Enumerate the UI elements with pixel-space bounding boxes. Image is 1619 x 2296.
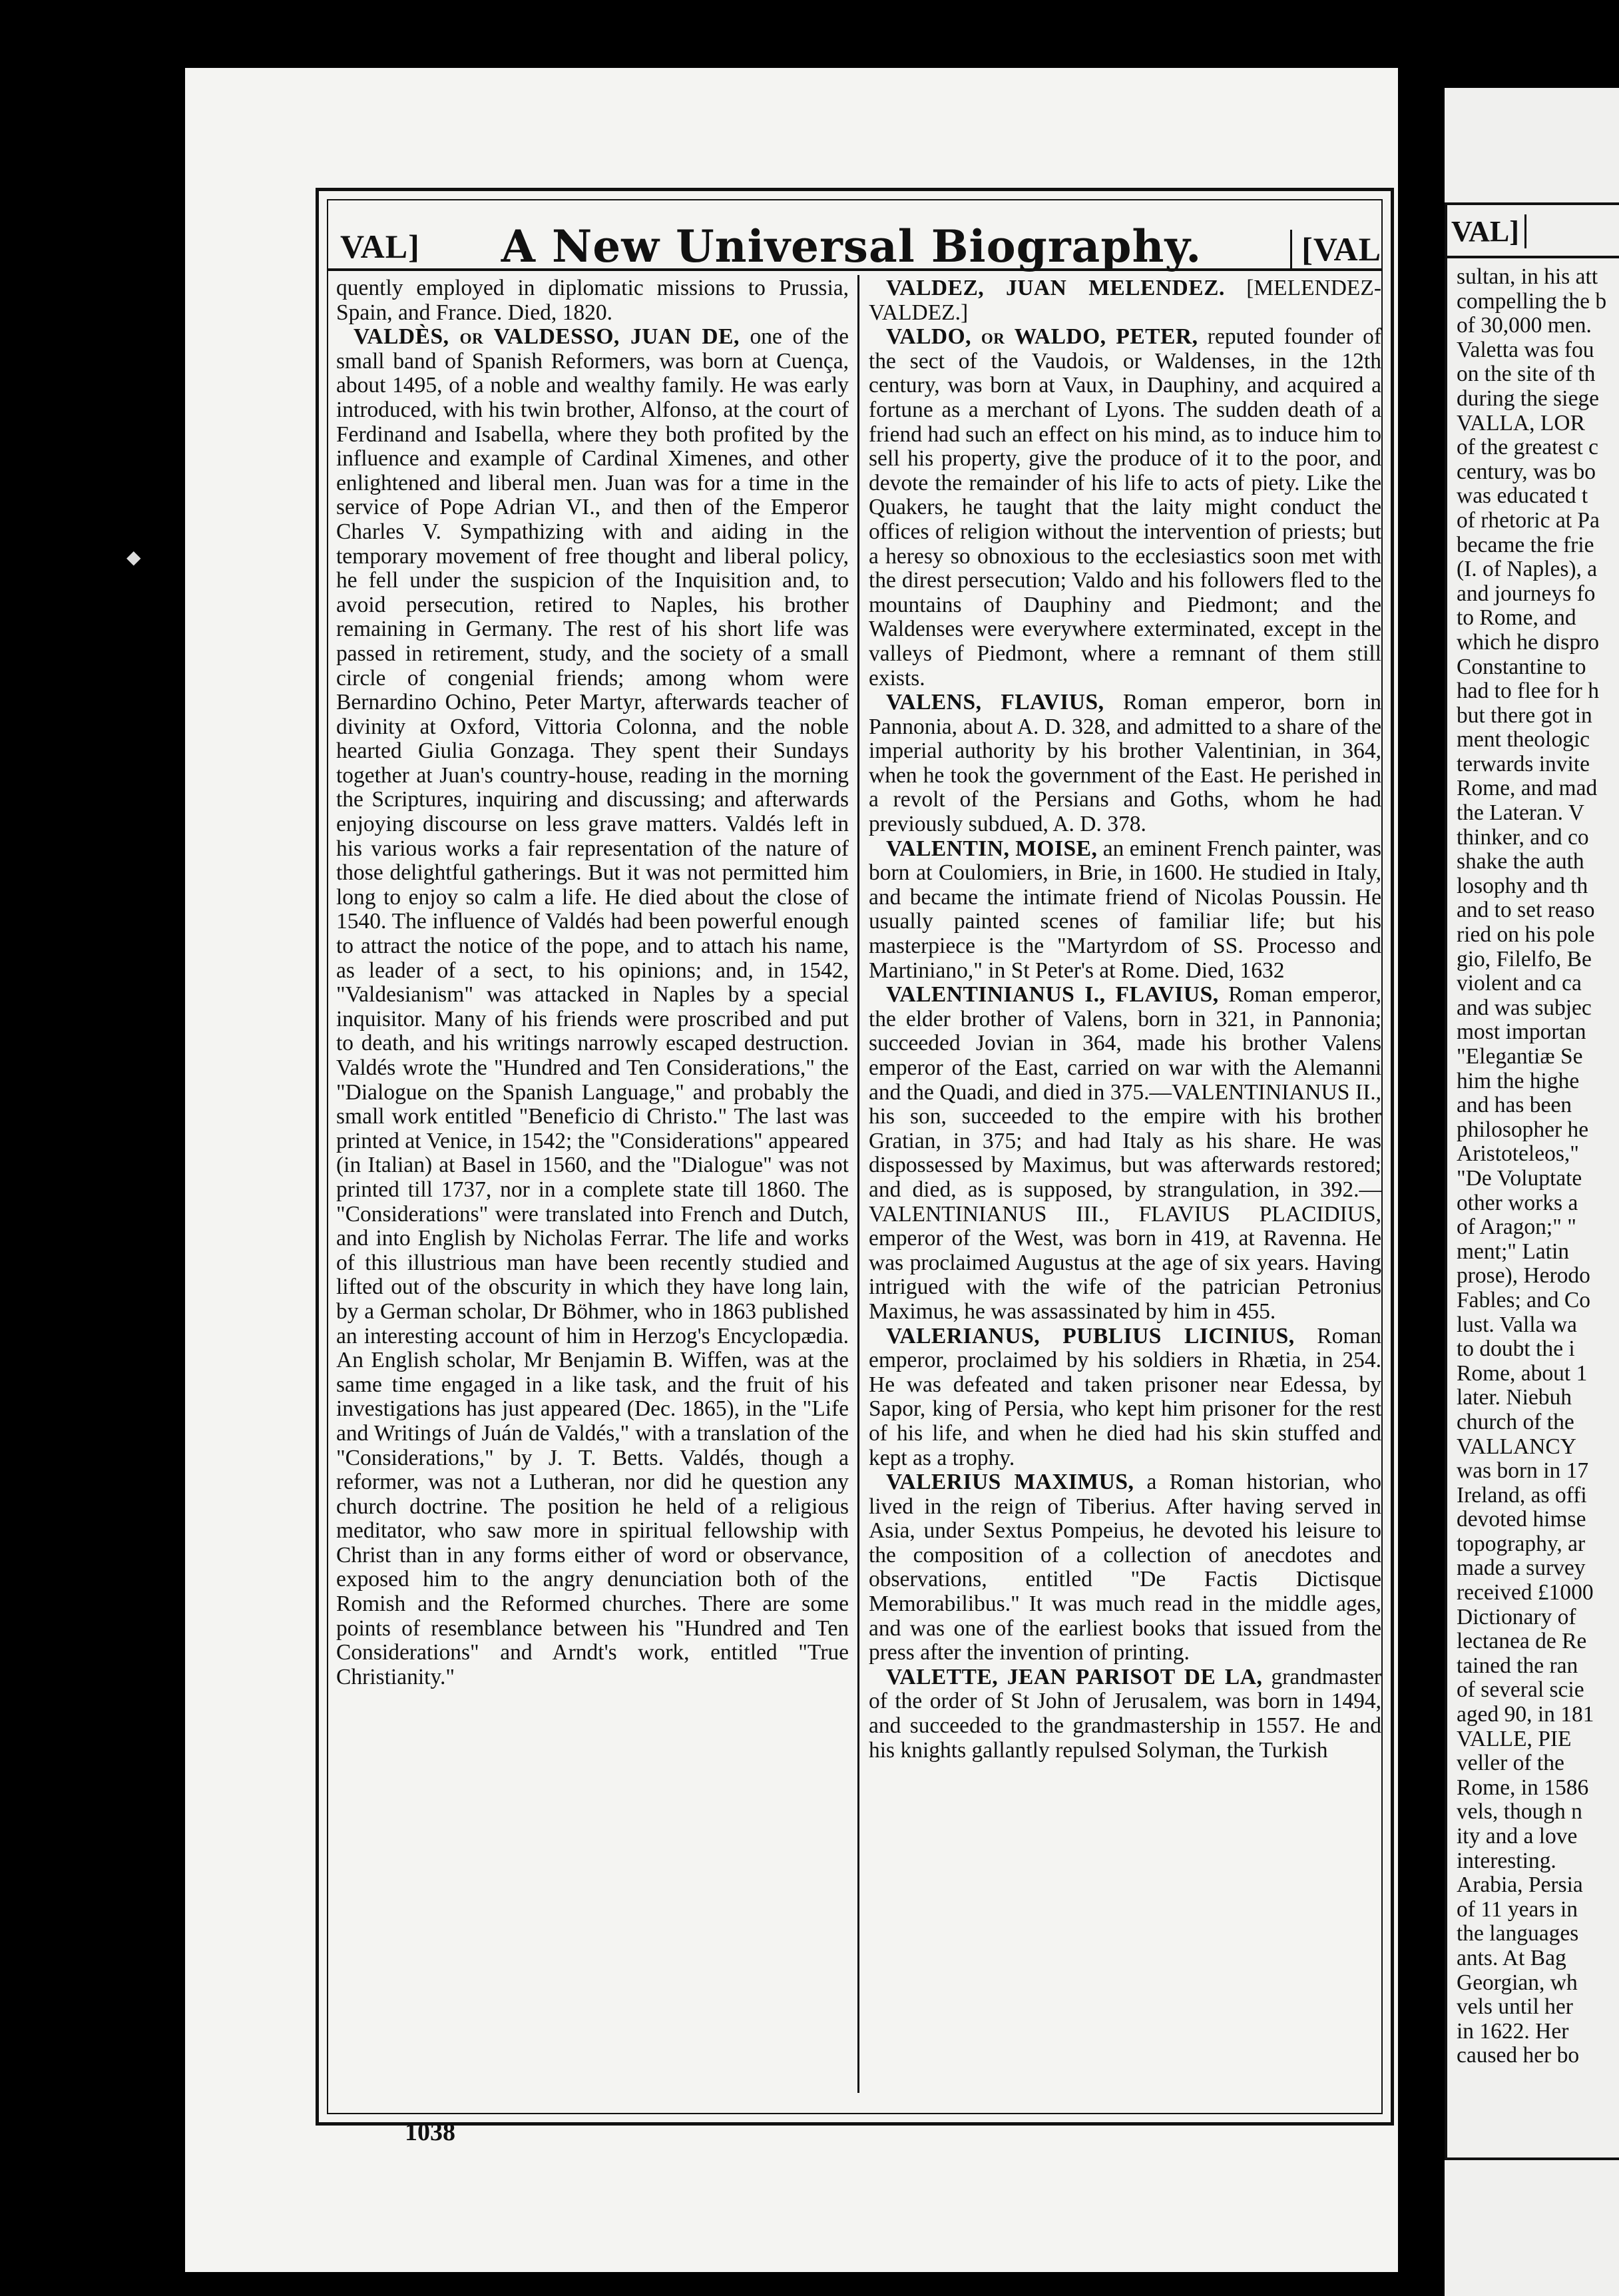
adjacent-page-line: terwards invite — [1457, 752, 1590, 776]
adjacent-page-line: compelling the b — [1457, 289, 1607, 314]
entry-headword: VALERIANUS, PUBLIUS LICINIUS, — [886, 1323, 1295, 1348]
biography-entry — [869, 1324, 1381, 1471]
adjacent-page-line: vels, though n — [1457, 1800, 1582, 1825]
adjacent-page-line: Aristoteleos," — [1457, 1142, 1579, 1167]
running-head-right: [VAL — [1290, 230, 1381, 268]
adjacent-page-line: aged 90, in 181 — [1457, 1703, 1594, 1727]
entry-text: Roman emperor, the elder brother of Valens, born in 321, in Pannonia; succeeded Jovian in 364, made his brother Valens emperor of the East, carried on war with the Alemanni and the Quadi, and died in 375.—VALENTINIANUS II., his son, succeeded to the empire with his brother Gratian, in 375; and had Italy as his share. He was dispossessed by Maximus, but was afterwards restored; and died, as is supposed, by strangulation, in 392.—VALENTINIANUS III., FLAVIUS PLACIDIUS, emperor of the West, was born in 419, at Ravenna. He was proclaimed Augustus at the age of six years. Having intrigued with the wife of the patrician Petronius Maximus, he was assassinated by him in 455. — [869, 982, 1381, 1324]
adjacent-page-line: was born in 17 — [1457, 1459, 1589, 1484]
adjacent-page-line: caused her bo — [1457, 2044, 1580, 2068]
adjacent-page-line: losophy and th — [1457, 874, 1588, 898]
adjacent-page-line: Arabia, Persia — [1457, 1873, 1583, 1898]
biography-entry — [869, 691, 1381, 837]
adjacent-page-line: to doubt the i — [1457, 1337, 1575, 1362]
biography-entry — [869, 837, 1381, 984]
biography-entry — [869, 1470, 1381, 1665]
adjacent-page-line: lectanea de Re — [1457, 1629, 1587, 1654]
adjacent-page-line: VALLANCY — [1457, 1434, 1576, 1459]
entry-headword: VALENS, FLAVIUS, — [886, 690, 1104, 715]
adjacent-page-line: Constantine to — [1457, 655, 1586, 679]
adjacent-page-line: veller of the — [1457, 1751, 1564, 1776]
entry-headword: VALENTIN, MOISE, — [886, 836, 1098, 861]
adjacent-page-line: received £1000 — [1457, 1581, 1594, 1605]
book-page — [185, 68, 1398, 2272]
adjacent-page-line: Fables; and Co — [1457, 1288, 1590, 1312]
adjacent-page-line: topography, ar — [1457, 1532, 1586, 1556]
adjacent-page-line: interesting. — [1457, 1849, 1556, 1873]
adjacent-page-line: was educated t — [1457, 484, 1588, 509]
adjacent-page-line: philosopher he — [1457, 1117, 1589, 1142]
adjacent-page-line: of several scie — [1457, 1678, 1584, 1703]
adjacent-page-header-rule — [1445, 256, 1619, 258]
entry-text: quently employed in diplomatic missions to Prussia, Spain, and France. Died, 1820. — [336, 276, 849, 325]
running-head — [328, 210, 1381, 271]
adjacent-page-line: violent and ca — [1457, 972, 1582, 996]
adjacent-page-line: but there got in — [1457, 703, 1592, 728]
biography-entry — [336, 276, 849, 325]
entry-text: [MELENDEZ-VALDEZ.] — [869, 276, 1381, 325]
entry-headword: VALERIUS MAXIMUS, — [886, 1470, 1134, 1495]
adjacent-page-line: Ireland, as offi — [1457, 1483, 1587, 1508]
adjacent-page-line: Rome, about 1 — [1457, 1361, 1588, 1386]
biography-entry — [869, 983, 1381, 1324]
adjacent-page-line: ment;" Latin — [1457, 1239, 1570, 1264]
entry-headword: VALETTE, JEAN PARISOT DE LA, — [886, 1664, 1263, 1689]
adjacent-page-line: in 1622. Her — [1457, 2019, 1569, 2044]
adjacent-page-line: to Rome, and — [1457, 606, 1576, 631]
adjacent-page-line: other works a — [1457, 1191, 1578, 1215]
biography-entry — [336, 325, 849, 1689]
adjacent-page-line: devoted himse — [1457, 1508, 1586, 1532]
adjacent-page-line: tained the ran — [1457, 1653, 1578, 1678]
adjacent-page-line: on the site of th — [1457, 362, 1596, 387]
adjacent-page-line: had to flee for h — [1457, 679, 1599, 704]
adjacent-page-line: gio, Filelfo, Be — [1457, 947, 1592, 972]
adjacent-page-line: most importan — [1457, 1020, 1586, 1045]
adjacent-page-line: became the frie — [1457, 533, 1594, 557]
adjacent-page-line: ity and a love — [1457, 1825, 1578, 1849]
adjacent-page-line: and was subjec — [1457, 996, 1592, 1020]
adjacent-page-line: during the siege — [1457, 386, 1599, 411]
adjacent-page-line: century, was bo — [1457, 459, 1596, 484]
entry-headword: VALENTINIANUS I., FLAVIUS, — [886, 982, 1219, 1007]
entry-text: reputed founder of the sect of the Vaudois, or Waldenses, in the 12th century, was born at Vaux, in Dauphiny, and acquired a fortune as a merchant of Lyons. The sudden death of a friend had such an effect on his mind, as to induce him to sell his property, give the produce of it to the poor, and devote the remainder of his life to acts of piety. Like the Quakers, he taught that the laity might conduct the offices of religion without the intervention of priests; but a heresy so obnoxious to the ecclesiastics soon met with the direst persecution; Valdo and his followers fled to the mountains of Dauphiny and Piedmont; and the Waldenses were everywhere exterminated, except in the valleys of Piedmont, where a remnant of them still exists. — [869, 324, 1381, 691]
adjacent-page-line: Georgian, wh — [1457, 1970, 1578, 1995]
page-border — [316, 188, 1394, 2126]
adjacent-page-line: of the greatest c — [1457, 435, 1598, 460]
adjacent-page-line: the languages — [1457, 1922, 1579, 1946]
adjacent-page-line: and to set reaso — [1457, 898, 1595, 923]
adjacent-page-line: "Elegantiæ Se — [1457, 1045, 1583, 1069]
entry-headword: VALDÈS, or VALDESSO, JUAN DE, — [353, 324, 740, 350]
adjacent-page-header: VAL] — [1451, 214, 1526, 248]
adjacent-page-line: Rome, and mad — [1457, 776, 1598, 801]
adjacent-page-line: and journeys fo — [1457, 581, 1596, 606]
adjacent-page-line: later. Niebuh — [1457, 1386, 1572, 1410]
running-head-title: A New Universal Biography. — [501, 220, 1202, 272]
biography-entry — [869, 1665, 1381, 1763]
adjacent-page-line: Dictionary of — [1457, 1605, 1576, 1629]
adjacent-page-line: which he dispro — [1457, 630, 1599, 655]
entry-headword: VALDEZ, JUAN MELENDEZ. — [886, 276, 1225, 300]
adjacent-page-line: shake the auth — [1457, 850, 1584, 874]
adjacent-page-line: of 30,000 men. — [1457, 314, 1592, 338]
page-inner-border — [327, 199, 1383, 2114]
biography-entry — [869, 325, 1381, 691]
adjacent-page-line: sultan, in his att — [1457, 265, 1598, 289]
adjacent-page-line: thinker, and co — [1457, 825, 1589, 850]
running-head-left: VAL] — [340, 228, 420, 265]
adjacent-page-line: vels until her — [1457, 1995, 1573, 2020]
adjacent-page-line: VALLA, LOR — [1457, 411, 1585, 435]
adjacent-page-line: lust. Valla wa — [1457, 1312, 1577, 1337]
page-number: 1038 — [405, 2118, 455, 2146]
adjacent-page — [1445, 88, 1619, 2296]
adjacent-page-line: ants. At Bag — [1457, 1946, 1566, 1970]
adjacent-page-line: ried on his pole — [1457, 923, 1595, 948]
adjacent-page-line: Valetta was fou — [1457, 338, 1594, 362]
entry-text: an eminent French painter, was born at Coulomiers, in Brie, in 1600. He studied in Italy, and became the intimate friend of Nicolas Poussin. He usually painted scenes of familiar life; but his masterpiece is the "Martyrdom of SS. Processo and Martiniano," in St Peter's at Rome. Died, 1632 — [869, 836, 1381, 983]
adjacent-page-line: (I. of Naples), a — [1457, 557, 1598, 582]
adjacent-page-line: "De Voluptate — [1457, 1166, 1582, 1191]
left-column — [336, 276, 849, 2076]
scan-speck: ◆ — [126, 547, 141, 568]
adjacent-page-line: church of the — [1457, 1410, 1574, 1434]
column-rule — [857, 275, 859, 2093]
adjacent-page-line: ment theologic — [1457, 728, 1590, 752]
adjacent-page-line: him the highe — [1457, 1069, 1580, 1093]
entry-headword: VALDO, or WALDO, PETER, — [886, 324, 1198, 350]
adjacent-page-text — [1457, 265, 1619, 2068]
adjacent-page-line: and has been — [1457, 1093, 1572, 1118]
adjacent-page-line: Rome, in 1586 — [1457, 1775, 1589, 1800]
entry-text: a Roman historian, who lived in the reign of Tiberius. After having served in Asia, under Sextus Pompeius, he devoted his leisure to the composition of a collection of anecdotes and observations, entitled "De Factis Dictisque Memorabilibus." It was much read in the middle ages, and was one of the earliest books that issued from the press after the invention of printing. — [869, 1470, 1381, 1665]
entry-text: Roman emperor, proclaimed by his soldiers in Rhætia, in 254. He was defeated and taken prisoner near Edessa, by Sapor, king of Persia, who kept him prisoner for the rest of his life, and when he died had his skin stuffed and kept as a trophy. — [869, 1323, 1381, 1470]
adjacent-page-line: made a survey — [1457, 1556, 1586, 1581]
entry-text: Roman emperor, born in Pannonia, about A. D. 328, and admitted to a share of the imperial authority by his brother Valentinian, in 364, when he took the government of the East. He perished in a revolt of the Persians and Goths, whom he had previously subdued, A. D. 378. — [869, 690, 1381, 837]
adjacent-page-line: the Lateran. V — [1457, 801, 1584, 826]
entry-text: one of the small band of Spanish Reformers, was born at Cuença, about 1495, of a noble and wealthy family. He was early introduced, with his twin brother, Alfonso, at the court of Ferdinand and Isabella, where they both profited by the influence and example of Cardinal Ximenes, and other enlightened and liberal men. Juan was for a time in the service of Pope Adrian VI., and then of the Emperor Charles V. Sympathizing with and aiding in the temporary movement of free thought and liberal policy, he fell under the suspicion of the Inquisition and, to avoid persecution, retired to Naples, his brother remaining in Germany. The rest of his short life was passed in retirement, study, and the society of a small circle of congenial friends; among whom were Bernardino Ochino, Peter Martyr, afterwards teacher of divinity at Oxford, Vittoria Colonna, and the noble hearted Giulia Gonzaga. They spent their Sundays together at Juan's country-house, reading in the morning the Scriptures, inquiring and discussing; and afterwards enjoying discourse on less grave matters. Valdés left in his various works a fair representation of the nature of those delightful gatherings. But it was not permitted him long to enjoy so calm a life. He died about the close of 1540. The influence of Valdés had been powerful enough to attract the notice of the pope, and to attach his name, as leader of a sect, to his opinions; and, in 1542, "Valdesianism" was attacked in Naples by a special inquisitor. Many of his friends were proscribed and put to death, and his writings narrowly escaped destruction. Valdés wrote the "Hundred and Ten Considerations," the "Dialogue on the Spanish Language," and probably the small work entitled "Beneficio di Christo." The last was printed at Venice, in 1542; the "Considerations" appeared (in Italian) at Basel in 1560, and the "Dialogue" was not printed till 1737, nor in a complete state till 1860. The "Considerations" were translated into French and Dutch, and into English by Nicholas Ferrar. The life and works of this illustrious man have been recently studied and lifted out of the obscurity in which they have long lain, by a German scholar, Dr Böhmer, who in 1863 published an interesting account of him in Herzog's Encyclopædia. An English scholar, Mr Benjamin B. Wiffen, was at the same time engaged in a like task, and the fruit of his investigations has just appeared (Dec. 1865), in the "Life and Writings of Juán de Valdés," with a translation of the "Considerations," by J. T. Betts. Valdés, though a reformer, was not a Lutheran, nor did he question any church doctrine. The position he held of a religious meditator, who saw more in spiritual fellowship with Christ than in any forms either of word or observance, exposed him to the angry denunciation both of the Romish and the Reformed churches. There are some points of resemblance between his "Hundred and Ten Considerations" and Arndt's work, entitled "True Christianity." — [336, 324, 849, 1689]
entry-text: grandmaster of the order of St John of Jerusalem, was born in 1494, and succeeded to the grandmastership in 1557. He and his knights gallantly repulsed Solyman, the Turkish — [869, 1664, 1381, 1763]
adjacent-page-line: of Aragon;" " — [1457, 1215, 1576, 1240]
adjacent-page-line: of 11 years in — [1457, 1897, 1578, 1922]
right-column — [869, 276, 1381, 2076]
adjacent-page-line: of rhetoric at Pa — [1457, 508, 1600, 533]
adjacent-page-line: VALLE, PIE — [1457, 1727, 1572, 1751]
biography-entry — [869, 276, 1381, 325]
adjacent-page-line: prose), Herodo — [1457, 1264, 1590, 1289]
